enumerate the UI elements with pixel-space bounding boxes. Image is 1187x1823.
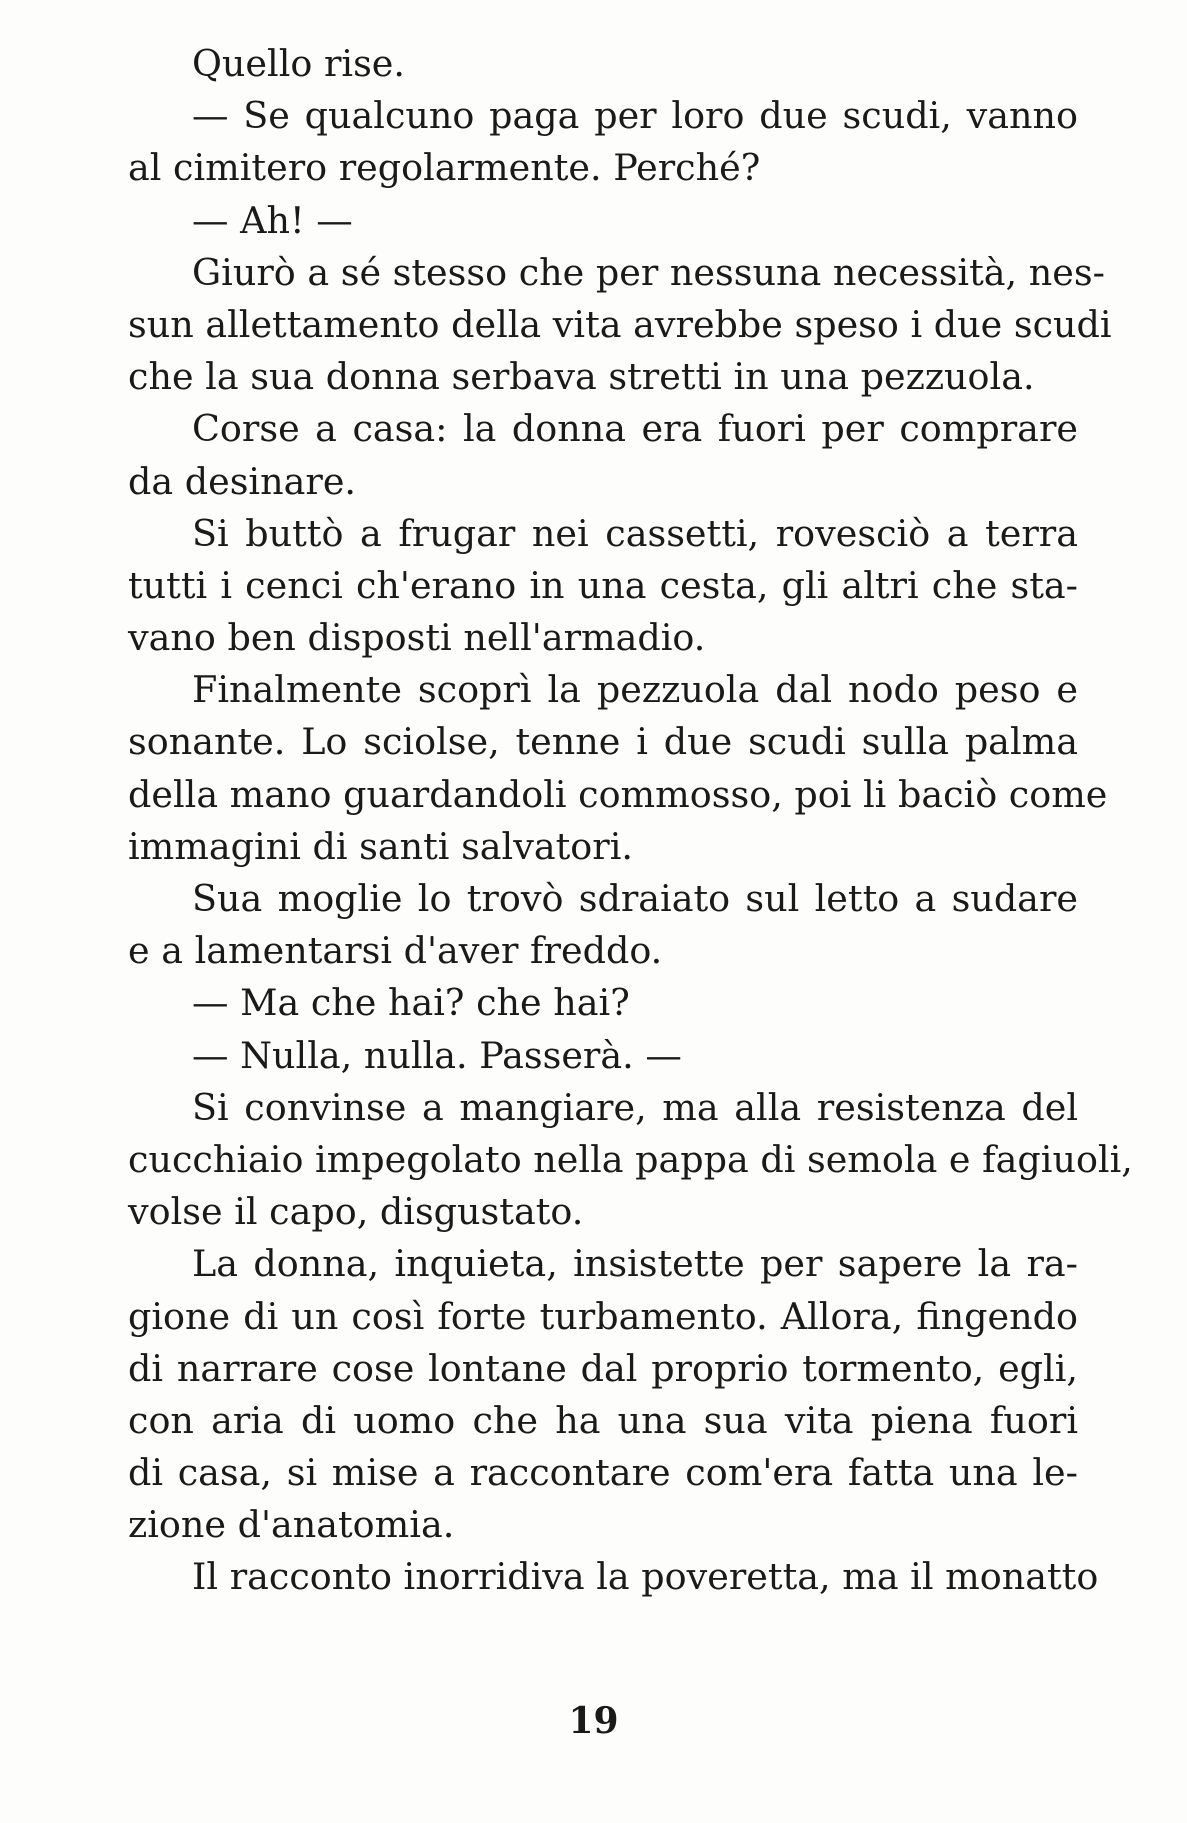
- text-line: Corse a casa: la donna era fuori per comprare: [192, 407, 1078, 451]
- text-line: sonante. Lo sciolse, tenne i due scudi sulla palma: [128, 720, 1078, 764]
- text-line: da desinare.: [128, 459, 357, 503]
- text-line: cucchiaio impegolato nella pappa di semola e fagiuoli,: [128, 1137, 1133, 1181]
- text-line: vano ben disposti nell'armadio.: [128, 616, 706, 660]
- text-line: zione d'anatomia.: [128, 1503, 455, 1547]
- text-line: — Nulla, nulla. Passerà. —: [192, 1033, 682, 1077]
- text-line: Quello rise.: [192, 42, 406, 85]
- text-line: Sua moglie lo trovò sdraiato sul letto a sudare: [192, 877, 1078, 920]
- page-number: 19: [568, 1700, 619, 1742]
- text-line: di casa, si mise a raccontare com'era fatta una le-: [128, 1451, 1078, 1495]
- text-line: Si convinse a mangiare, ma alla resistenza del: [192, 1085, 1078, 1129]
- page-text: [128, 38, 1133, 1604]
- text-line: — Ma che hai? che hai?: [192, 981, 630, 1025]
- text-line: volse il capo, disgustato.: [128, 1190, 584, 1234]
- text-line: — Se qualcuno paga per loro due scudi, vanno: [192, 94, 1078, 138]
- text-line: al cimitero regolarmente. Perché?: [128, 146, 761, 190]
- text-line: Si buttò a frugar nei cassetti, rovesciò a terra: [192, 511, 1078, 555]
- text-line: di narrare cose lontane dal proprio tormento, egli,: [128, 1346, 1078, 1390]
- text-line: sun allettamento della vita avrebbe speso i due scudi: [128, 302, 1112, 346]
- text-line: della mano guardandoli commosso, poi li baciò come: [128, 772, 1108, 816]
- text-line: immagini di santi salvatori.: [128, 824, 633, 868]
- text-line: e a lamentarsi d'aver freddo.: [128, 929, 663, 973]
- text-line: Il racconto inorridiva la poveretta, ma il monatto: [192, 1555, 1099, 1599]
- text-line: con aria di uomo che ha una sua vita piena fuori: [128, 1398, 1078, 1442]
- text-line: Finalmente scoprì la pezzuola dal nodo peso e: [192, 668, 1078, 712]
- text-line: tutti i cenci ch'erano in una cesta, gli altri che sta-: [128, 563, 1078, 607]
- text-line: La donna, inquieta, insistette per sapere la ra-: [192, 1242, 1078, 1286]
- text-line: gione di un così forte turbamento. Allora, fingendo: [128, 1294, 1078, 1338]
- text-line: Giurò a sé stesso che per nessuna necessità, nes-: [192, 250, 1105, 294]
- text-line: che la sua donna serbava stretti in una pezzuola.: [128, 355, 1035, 399]
- text-line: — Ah! —: [192, 198, 353, 242]
